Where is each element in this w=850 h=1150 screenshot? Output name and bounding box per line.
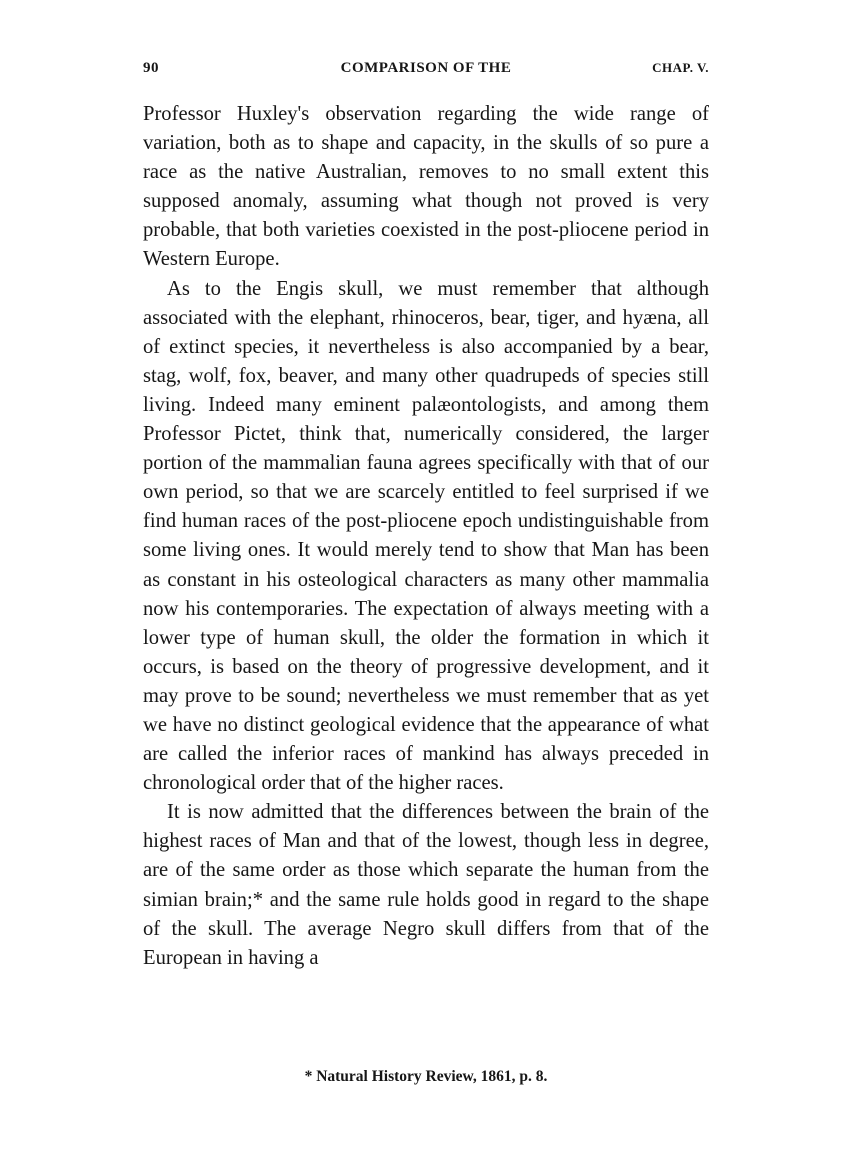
page-number: 90 [143,60,159,76]
paragraph-1: Professor Huxley's observation regarding the wide range of variation, both as to shape and capacity, in the skulls of so pure a race as the native Australian, removes to no small extent this supposed anomaly, assuming what though not proved is very probable, that both varieties coexisted in the post-pliocene period in Western Europe. [143,103,709,271]
running-head [143,60,709,86]
chapter-mark: CHAP. V. [652,60,709,75]
running-title: COMPARISON OF THE [340,60,512,76]
body-text [143,100,709,973]
paragraph-2: As to the Engis skull, we must remember that although associated with the elephant, rhinoceros, bear, tiger, and hyæna, all of extinct species, it nevertheless is also accompanied by a bear, stag, wolf, fox, beaver, and many other quadrupeds of species still living. Indeed many eminent palæontologists, and among them Professor Pictet, think that, numerically considered, the larger portion of the mammalian fauna agrees specifically with that of our own period, so that we are scarcely entitled to feel surprised if we find human races of the post-pliocene epoch undistinguishable from some living ones. It would merely tend to show that Man has been as constant in his osteological characters as many other mammalia now his contemporaries. The expectation of always meeting with a lower type of human skull, the older the formation in which it occurs, is based on the theory of progressive development, and it may prove to be sound; nevertheless we must remember that as yet we have no distinct geological evidence that the appearance of what are called the inferior races of mankind has always preceded in chronological order that of the higher races. [143,277,709,795]
footnote: * Natural History Review, 1861, p. 8. [304,1068,548,1085]
paragraph-3: It is now admitted that the differences between the brain of the highest races of Man and that of the lowest, though less in degree, are of the same order as those which separate the human from the simian brain;* and the same rule holds good in regard to the shape of the skull. The average Negro skull differs from that of the European in having a [143,801,709,969]
